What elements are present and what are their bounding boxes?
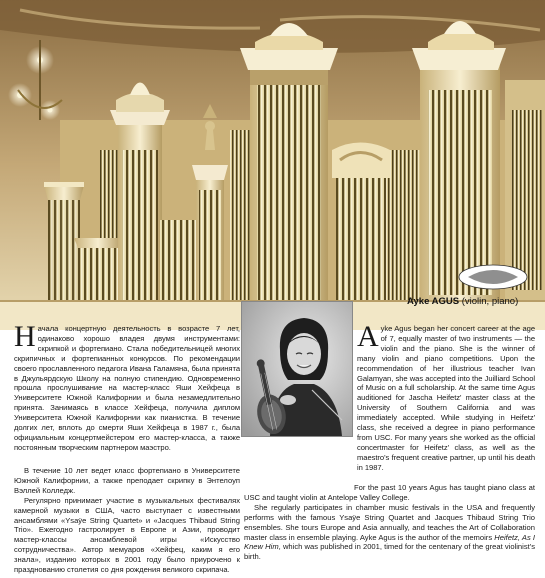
english-paragraph-1: Ayke Agus began her concert career at the age of 7, equally master of two instruments — the violin and the piano. She is the winner of many violin and piano competitions. Upon the recommendation of her illustrious teacher Ivan Galamyan, she was accepted into the Juilliard School of Music on a full scholarship. At the same time Agus auditioned for Jascha Heifetz' master class at the University of Southern California and was immediately accepted. While studying in Heifetz' class, she received a degree in piano performance from USC. For many years she worked as the official concertmaster for Heifetz' class, as well as the maestro's frequent creative partner, up until his death in 1987.: [357, 320, 535, 472]
english-paragraph-3: She regularly participates in chamber music festivals in the USA and frequently performs with the famous Ysaÿe String Quartet and Jacques Thibaud String Trio ensembles. She tours Europe and Asia annually, and teaches the Art of Collaboration master class in ensemble playing. Ayke Agus is the author of the memoirs Heifetz, As I Knew Him, which was published in 2001, timed for the centenary of the great violinist's birth.: [244, 502, 535, 562]
english-bio-column: [357, 320, 535, 473]
english-paragraph-2: For the past 10 years Agus has taught piano class at USC and taught violin at Antelope Valley College.: [244, 483, 535, 502]
dropcap-en: A: [357, 320, 379, 353]
russian-paragraph-2: В течение 10 лет ведет класс фортепиано в Университете Южной Калифорнии, а также преподает скрипку в Энтелоуп Вэллей Колледж.: [14, 466, 240, 495]
caption-role: (violin, piano): [459, 296, 519, 307]
caption-name: Ayke AGUS: [407, 296, 460, 307]
russian-paragraph-1: Начала концертную деятельность в возрасте 7 лет, одинаково хорошо владея двумя инструментами: скрипкой и фортепиано. Стала победительницей многих скрипичных и фортепианных конкурсов. По рекомендации своего прославленного педагога Ивана Галамяна, была принята в Джульярдскую Школу на полную стипендию. Одновременно прошла прослушивание на мастер-класс Яши Хейфеца в Университете Южной Калифорнии и была незамедлительно принята. Занимаясь в классе Хейфеца, получила диплом Университета Южной Калифорнии как пианистка. В течение долгих лет, вплоть до смерти Яши Хейфеца в 1987 г., была официальным концертмейстером его мастер-класса, а также постоянным творческим партнером маэстро.: [14, 320, 240, 452]
russian-bio-continued: [14, 466, 240, 575]
memoir-title: Heifetz, As I Knew Him: [244, 532, 535, 552]
photo-caption: [407, 296, 545, 310]
english-bio-continued: [244, 483, 535, 562]
dropcap-ru: Н: [14, 320, 36, 353]
russian-bio-column: [14, 320, 240, 453]
musician-portrait: [241, 301, 353, 437]
russian-paragraph-3: Регулярно принимает участие в музыкальных фестивалях камерной музыки в США, часто выступает с известными ансамблями «Ysaÿe String Quartet» и «Jacques Thibaud String Trio». Ежегодно гастролирует в Европе и Азии, проводит мастер-классы ансамблевой игры «Искусство сотрудничества». Автор мемуаров «Хейфец, каким я его знала», изданию которых в 2001 году было приурочено к празднованию столетия со дня рождения великого скрипача.: [14, 495, 240, 575]
